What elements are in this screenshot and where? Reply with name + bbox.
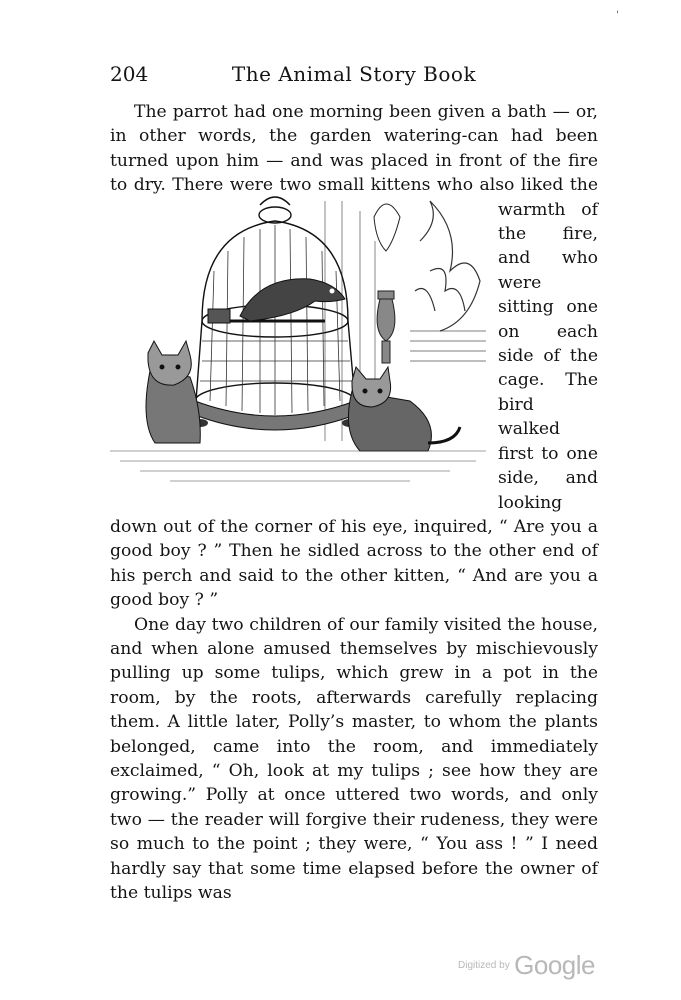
paragraph-1-wrapped-text: There were two small kittens who also liked the warmth of the fire, and who were sitting one on each side of the cage. The bird walked first to one side, <box>172 175 598 489</box>
body-text <box>110 100 598 905</box>
question-one: “ Are you a good boy ? ” <box>110 516 598 562</box>
scan-mark: ' <box>616 10 619 21</box>
paragraph-2: One day two children of our family visited the house, and when alone amused themselves by mischievously pulling up some tulips, which grew in a pot in the room, by the roots, afterwards carefully replacing them. A little later, Polly’s master, to whom the plants belonged, came into the room, and immediately exclaimed, “ Oh, look at my tulips ; see how they are growing.” Polly at once uttered two words, and only two — the reader will forgive their rudeness, they were so much to the point ; they were, “ You ass ! ” I need hardly say that some time elapsed before the owner of the tulips was <box>110 614 598 903</box>
illustration-parrot-cage-kittens <box>110 181 486 497</box>
paragraph-1 <box>110 100 598 613</box>
engraving-illustration <box>110 181 486 497</box>
question-two: “ And are you a good boy ? ” <box>110 565 598 611</box>
google-logo-text: Google <box>514 950 595 980</box>
page-number: 204 <box>110 62 149 86</box>
paragraph-1-middle: Then he sidled across to the other end of his perch and said to the other kitten, <box>110 541 598 586</box>
running-title: The Animal Story Book <box>231 62 477 86</box>
watermark-prefix: Digitized by <box>458 960 510 971</box>
paragraph-1-intro: The parrot had one morning been given a bath — or, in other words, the garden watering-can had been turned upon him — and was placed in front of the fire to dry. <box>110 102 598 196</box>
paragraph-1-continuation: and looking down out of the corner of his eye, inquired, <box>110 468 598 537</box>
page-header <box>110 58 598 90</box>
digitized-watermark <box>458 950 595 981</box>
